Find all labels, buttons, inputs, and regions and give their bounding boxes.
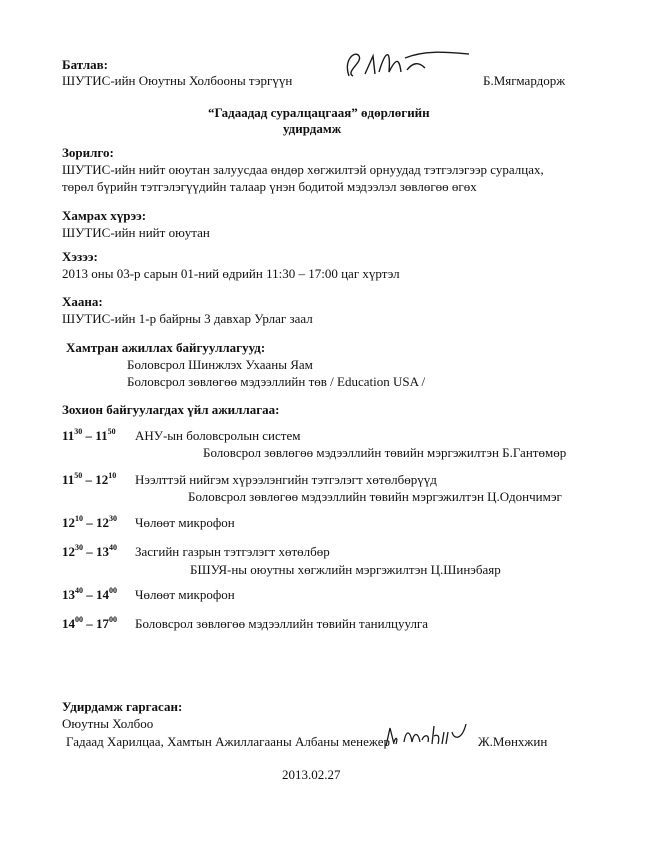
schedule-time: $13^{40} - 14^{00}$ [62,585,117,602]
schedule-title: Боловсрол зөвлөгөө мэдээллийн төвийн танилцуулга [135,616,429,631]
purpose-line1: ШУТИС-ийн нийт оюутан залуусдаа өндөр хөгжилтэй орнуудад тэтгэлэгээр суралцах, [62,162,544,177]
approval-position: ШУТИС-ийн Оюутны Холбооны тэргүүн [62,73,293,88]
schedule-time: $11^{30} - 11^{50}$ [62,426,116,443]
approval-signature [335,42,475,92]
schedule-heading: Зохион байгуулагдах үйл ажиллагаа: [62,402,280,417]
schedule-speaker: Боловсрол зөвлөгөө мэдээллийн төвийн мэргэжилтэн Б.Гантөмөр [203,445,567,460]
partner-item: Боловсрол зөвлөгөө мэдээллийн төв / Education USA / [127,374,426,389]
purpose-line2: төрөл бүрийн тэтгэлэгүүдийн талаар үнэн бодитой мэдээлэл зөвлөгөө өгөх [62,179,477,194]
schedule-title: АНУ-ын боловсролын систем [135,428,301,443]
schedule-title: Нээлттэй нийгэм хүрээлэнгийн тэтгэлэгт хөтөлбөрүүд [135,472,437,487]
issuer-heading: Удирдамж гаргасан: [62,699,183,714]
issuer-org: Оюутны Холбоо [62,716,154,731]
approval-heading: Батлав: [62,57,108,72]
when-heading: Хэзээ: [62,249,98,264]
partners-heading: Хамтран ажиллах байгууллагууд: [66,340,266,355]
purpose-heading: Зорилго: [62,145,114,160]
schedule-speaker: Боловсрол зөвлөгөө мэдээллийн төвийн мэргэжилтэн Ц.Одончимэг [188,489,562,504]
document-title-line2: удирдамж [283,121,342,136]
schedule-time: $14^{00} - 17^{00}$ [62,614,117,631]
schedule-title: Засгийн газрын тэтгэлэгт хөтөлбөр [135,544,330,559]
scope-text: ШУТИС-ийн нийт оюутан [62,225,210,240]
issuer-position: Гадаад Харилцаа, Хамтын Ажиллагааны Албаны менежер [66,734,390,749]
where-heading: Хаана: [62,294,103,309]
issuer-name: Ж.Мөнхжин [478,734,548,749]
schedule-title: Чөлөөт микрофон [135,587,235,602]
issuer-signature [382,718,482,754]
schedule-title: Чөлөөт микрофон [135,515,235,530]
document-title-line1: “Гадаадад суралцацгаая” өдөрлөгийн [208,105,430,120]
schedule-speaker: БШУЯ-ны оюутны хөгжлийн мэргэжилтэн Ц.Шинэбаяр [190,562,501,577]
schedule-time: $12^{30} - 13^{40}$ [62,542,117,559]
when-text: 2013 оны 03-р сарын 01-ний өдрийн 11:30 – 17:00 цаг хүртэл [62,266,400,281]
where-text: ШУТИС-ийн 1-р байрны 3 давхар Урлаг заал [62,311,313,326]
scope-heading: Хамрах хүрээ: [62,208,147,223]
partner-item: Боловсрол Шинжлэх Ухааны Яам [127,357,313,372]
approval-name: Б.Мягмардорж [483,73,566,88]
schedule-time: $12^{10} - 12^{30}$ [62,513,117,530]
issue-date: 2013.02.27 [282,767,341,782]
schedule-time: $11^{50} - 12^{10}$ [62,470,117,487]
